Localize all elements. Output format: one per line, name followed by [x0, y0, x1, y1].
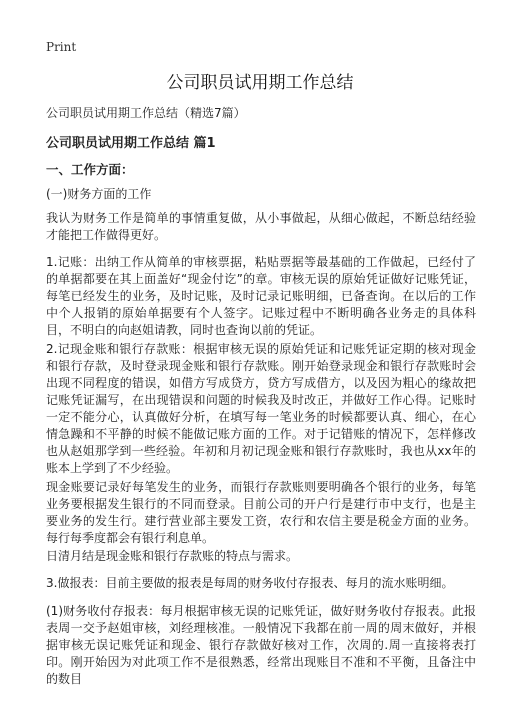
- paragraph-cash-account-details: 现金账要记录好每笔发生的业务，而银行存款账则要明确各个银行的业务，每笔业务要根据发生银行的不同而登录。目前公司的开户行是建行市中支行，也是主要业务的发生行。建行营业部主要发工资，农行和农信主要是税金方面的业务。每行每季度都会有银行利息单。: [46, 480, 476, 545]
- document-subtitle: 公司职员试用期工作总结（精选7篇）: [46, 106, 246, 120]
- print-label: Print: [46, 40, 77, 54]
- paragraph-cash-bank-accounts: 2.记现金账和银行存款账：根据审核无误的原始凭证和记账凭证定期的核对现金和银行存款，及时登录现金账和银行存款账。刚开始登录现金和银行存款账时会出现不同程度的错误，如借方写成贷方，贷方写成借方，以及因为粗心的缘故把记账凭证漏写，在出现错误和问题的时候我及时改正，并做好工作心得。记账时一定不能分心，认真做好分析，在填写每一笔业务的时候都要认真、细心，在心情急躁和不平静的时候不能做记账方面的工作。对于记错账的情况下，怎样修改也从赵姐那学到一些经验。年初和月初记现金账和银行存款账时，我也从xx年的账本上学到了不少经验。: [46, 342, 476, 475]
- paragraph-bookkeeping: 1.记账：出纳工作从简单的审核票据，粘贴票据等最基础的工作做起，已经付了的单据都要在其上面盖好“现金付讫”的章。审核无误的原始凭证做好记账凭证，每笔已经发生的业务，及时记账，及时记录记账明细，已备查询。在以后的工作中个人报销的原始单据要有个人签字。记账过程中不断明确各业务走的具体科目，不明白的向赵姐请教，同时也查询以前的凭证。: [46, 255, 476, 337]
- paragraph-reports: 3.做报表：目前主要做的报表是每周的财务收付存报表、每月的流水账明细。: [46, 576, 454, 590]
- paragraph-intro: 我认为财务工作是简单的事情重复做，从小事做起，从细心做起，不断总结经验才能把工作做得更好。: [46, 211, 476, 242]
- heading-work-aspects: 一、工作方面：: [46, 162, 134, 177]
- paragraph-daily-settlement: 日清月结是现金账和银行存款账的特点与需求。: [46, 549, 299, 563]
- heading-finance-work: (一)财务方面的工作: [46, 187, 152, 201]
- section-title: 公司职员试用期工作总结 篇1: [46, 136, 216, 151]
- document-title: 公司职员试用期工作总结: [166, 73, 354, 93]
- paragraph-finance-report: (1)财务收付存报表：每月根据审核无误的记账凭证，做好财务收付存报表。此报表周一交予赵姐审核，刘经理核准。一般情况下我都在前一周的周末做好，并根据审核无误记账凭证和现金、银行存款做好核对工作，次周的.周一直接将表打印。刚开始因为对此项工作不是很熟悉，经常出现账目不准和不平衡，且备注中的数目: [46, 604, 476, 686]
